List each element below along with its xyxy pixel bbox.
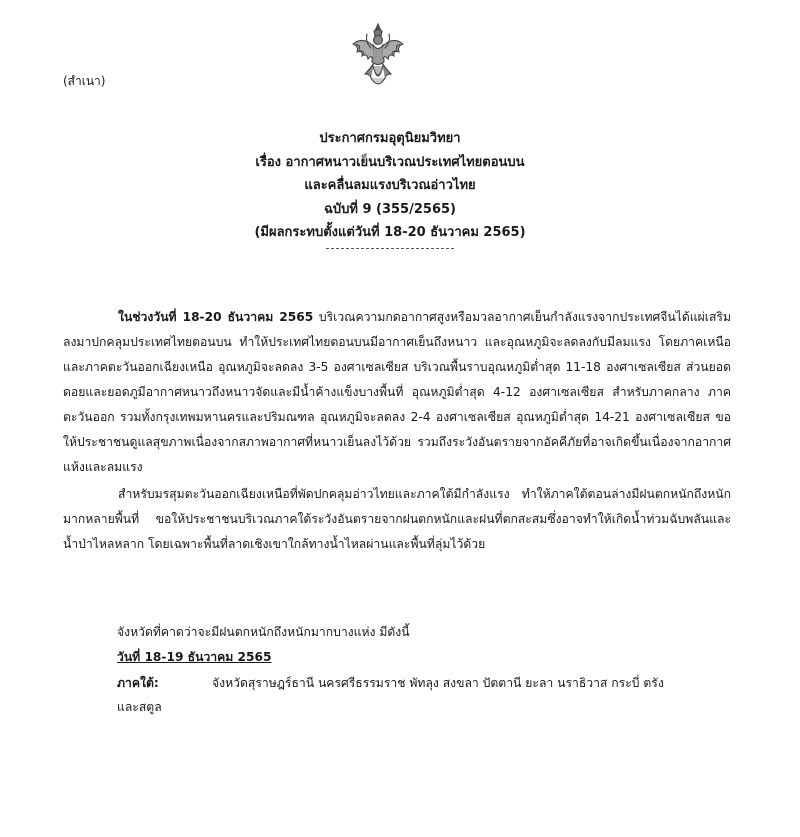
paragraph-monsoon: สำหรับมรสุมตะวันออกเฉียงเหนือที่พัดปกคลุมอ่าวไทยและภาคใต้มีกำลังแรง ทำให้ภาคใต้ตอนล่างมีฝนตกหนักถึงหนักมากหลายพื้นที่ ขอให้ประชาชนบริเวณภาคใต้ระวังอันตรายจากฝนตกหนักและฝนที่ตกสะสมซึ่งอาจทำให้เกิดน้ำท่วมฉับพลันและน้ำป่าไหลหลาก โดยเฉพาะพื้นที่ลาดเชิงเขาใกล้ทางน้ำไหลผ่านและพื้นที่ลุ่มไว้ด้วย bbox=[63, 487, 731, 551]
announcement-heading bbox=[100, 127, 680, 249]
region-label: ภาคใต้: bbox=[117, 676, 159, 690]
forecast-section bbox=[117, 620, 731, 719]
forecast-intro: จังหวัดที่คาดว่าจะมีฝนตกหนักถึงหนักมากบางแห่ง มีดังนี้ bbox=[117, 625, 410, 639]
copy-mark: (สำเนา) bbox=[63, 74, 106, 88]
provinces-line-1: จังหวัดสุราษฎร์ธานี นครศรีธรรมราช พัทลุง สงขลา ปัตตานี ยะลา นราธิวาส กระบี่ ตรัง bbox=[212, 676, 664, 690]
forecast-date: วันที่ 18-19 ธันวาคม 2565 bbox=[117, 650, 272, 664]
paragraph-lead: ในช่วงวันที่ 18-20 ธันวาคม 2565 bbox=[118, 310, 314, 324]
announcement-body bbox=[63, 305, 731, 557]
subject-line-1: เรื่อง อากาศหนาวเย็นบริเวณประเทศไทยตอนบน bbox=[255, 154, 525, 170]
heading-divider bbox=[326, 248, 454, 249]
issue-number: ฉบับที่ 9 (355/2565) bbox=[324, 201, 456, 217]
paragraph-cold-weather bbox=[63, 305, 731, 480]
provinces-line-2: และสตูล bbox=[117, 700, 162, 714]
garuda-emblem-icon bbox=[349, 22, 407, 92]
paragraph-text: บริเวณความกดอากาศสูงหรือมวลอากาศเย็นกำลังแรงจากประเทศจีนได้แผ่เสริมลงมาปกคลุมประเทศไทยตอนบน ทำให้ประเทศไทยตอนบนมีอากาศเย็นถึงหนาว และอุณหภูมิจะลดลงกับมีลมแรง โดยภาคเหนือและภาคตะวันออกเฉียงเหนือ อุณหภูมิจะลดลง 3-5 องศาเซลเซียส บริเวณพื้นราบอุณหภูมิต่ำสุด 11-18 องศาเซลเซียส ส่วนยอดดอยและยอดภูมีอากาศหนาวถึงหนาวจัดและมีน้ำค้างแข็งบางพื้นที่ อุณหภูมิต่ำสุด 4-12 องศาเซลเซียส สำหรับภาคกลาง ภาคตะวันออก รวมทั้งกรุงเทพมหานครและปริมณฑล อุณหภูมิจะลดลง 2-4 องศาเซลเซียส อุณหภูมิต่ำสุด 14-21 องศาเซลเซียส ขอให้ประชาชนดูแลสุขภาพเนื่องจากสภาพอากาศที่หนาวเย็นลงไว้ด้วย รวมถึงระวังอันตรายจากอัคคีภัยที่อาจเกิดขึ้นเนื่องจากอากาศแห้งและลมแรง bbox=[63, 310, 731, 474]
subject-line-2: และคลื่นลมแรงบริเวณอ่าวไทย bbox=[304, 178, 476, 193]
agency-title: ประกาศกรมอุตุนิยมวิทยา bbox=[319, 131, 461, 146]
region-row-south bbox=[117, 671, 731, 719]
effective-period: (มีผลกระทบตั้งแต่วันที่ 18-20 ธันวาคม 2565) bbox=[254, 225, 526, 240]
